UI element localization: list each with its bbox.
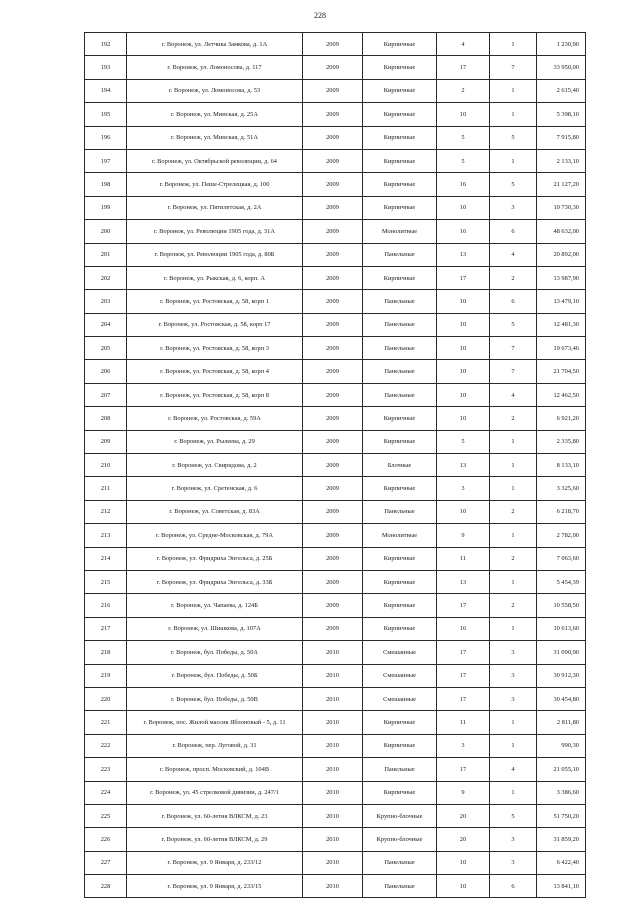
row-number: 198 (85, 173, 127, 196)
row-number: 223 (85, 758, 127, 781)
address-cell: г. Воронеж, ул. Революции 1905 года, д. 31А (127, 220, 303, 243)
table-row (85, 337, 586, 360)
entrances-cell: 5 (490, 313, 537, 336)
entrances-cell: 3 (490, 828, 537, 851)
table-row (85, 664, 586, 687)
year-cell: 2009 (303, 617, 363, 640)
material-cell: Смешанные (363, 641, 437, 664)
address-cell: г. Воронеж, пер. Луговой, д. 31 (127, 734, 303, 757)
table-row (85, 524, 586, 547)
area-cell: 6 921,20 (537, 407, 586, 430)
material-cell: Панельные (363, 758, 437, 781)
row-number: 212 (85, 500, 127, 523)
year-cell: 2009 (303, 220, 363, 243)
table-row (85, 407, 586, 430)
table-row (85, 781, 586, 804)
floors-cell: 3 (437, 734, 490, 757)
address-cell: г. Воронеж, бул. Победы, д. 50А (127, 641, 303, 664)
material-cell: Кирпичные (363, 149, 437, 172)
floors-cell: 17 (437, 687, 490, 710)
area-cell: 10 613,60 (537, 617, 586, 640)
address-cell: г. Воронеж, бул. Победы, д. 50В (127, 687, 303, 710)
area-cell: 8 133,10 (537, 454, 586, 477)
material-cell: Крупно-блочные (363, 804, 437, 827)
table-row (85, 804, 586, 827)
entrances-cell: 1 (490, 454, 537, 477)
address-cell: г. Воронеж, ул. Октябрьской революции, д. 64 (127, 149, 303, 172)
table-row (85, 617, 586, 640)
year-cell: 2010 (303, 781, 363, 804)
year-cell: 2009 (303, 290, 363, 313)
table-row (85, 687, 586, 710)
material-cell: Кирпичные (363, 430, 437, 453)
floors-cell: 10 (437, 500, 490, 523)
area-cell: 5 454,39 (537, 570, 586, 593)
table-row (85, 196, 586, 219)
floors-cell: 13 (437, 454, 490, 477)
table-row (85, 220, 586, 243)
area-cell: 13 987,90 (537, 266, 586, 289)
material-cell: Панельные (363, 500, 437, 523)
row-number: 200 (85, 220, 127, 243)
entrances-cell: 1 (490, 781, 537, 804)
floors-cell: 10 (437, 196, 490, 219)
floors-cell: 17 (437, 594, 490, 617)
housing-table (84, 32, 586, 898)
year-cell: 2009 (303, 196, 363, 219)
floors-cell: 13 (437, 570, 490, 593)
row-number: 193 (85, 56, 127, 79)
table-row (85, 56, 586, 79)
material-cell: Монолитные (363, 220, 437, 243)
address-cell: г. Воронеж, просп. Московский, д. 104В (127, 758, 303, 781)
material-cell: Кирпичные (363, 266, 437, 289)
floors-cell: 5 (437, 126, 490, 149)
row-number: 202 (85, 266, 127, 289)
row-number: 207 (85, 383, 127, 406)
address-cell: г. Воронеж, ул. Ломоносова, д. 117 (127, 56, 303, 79)
floors-cell: 9 (437, 781, 490, 804)
address-cell: г. Воронеж, ул. Революции 1905 года, д. 80Б (127, 243, 303, 266)
year-cell: 2010 (303, 851, 363, 874)
floors-cell: 17 (437, 758, 490, 781)
floors-cell: 3 (437, 477, 490, 500)
year-cell: 2009 (303, 266, 363, 289)
year-cell: 2009 (303, 173, 363, 196)
material-cell: Панельные (363, 243, 437, 266)
floors-cell: 17 (437, 56, 490, 79)
table-row (85, 758, 586, 781)
material-cell: Кирпичные (363, 196, 437, 219)
row-number: 225 (85, 804, 127, 827)
floors-cell: 10 (437, 360, 490, 383)
address-cell: г. Воронеж, ул. Фридриха Энгельса, д. 25Б (127, 547, 303, 570)
area-cell: 31 859,20 (537, 828, 586, 851)
year-cell: 2009 (303, 407, 363, 430)
row-number: 222 (85, 734, 127, 757)
table-row (85, 383, 586, 406)
table-row (85, 641, 586, 664)
area-cell: 6 218,70 (537, 500, 586, 523)
material-cell: Кирпичные (363, 570, 437, 593)
material-cell: Крупно-блочные (363, 828, 437, 851)
material-cell: Смешанные (363, 664, 437, 687)
year-cell: 2009 (303, 454, 363, 477)
row-number: 197 (85, 149, 127, 172)
page-number: 228 (314, 11, 326, 20)
floors-cell: 10 (437, 851, 490, 874)
material-cell: Смешанные (363, 687, 437, 710)
floors-cell: 11 (437, 711, 490, 734)
row-number: 209 (85, 430, 127, 453)
table-row (85, 173, 586, 196)
address-cell: г. Воронеж, ул. Советская, д. 83А (127, 500, 303, 523)
material-cell: Кирпичные (363, 781, 437, 804)
material-cell: Кирпичные (363, 547, 437, 570)
material-cell: Кирпичные (363, 126, 437, 149)
entrances-cell: 6 (490, 220, 537, 243)
entrances-cell: 3 (490, 641, 537, 664)
material-cell: Монолитные (363, 524, 437, 547)
row-number: 227 (85, 851, 127, 874)
floors-cell: 17 (437, 641, 490, 664)
address-cell: г. Воронеж, ул. Сретенская, д. 6 (127, 477, 303, 500)
table-row (85, 500, 586, 523)
entrances-cell: 1 (490, 79, 537, 102)
entrances-cell: 3 (490, 851, 537, 874)
address-cell: г. Воронеж, ул. Минская, д. 25А (127, 103, 303, 126)
address-cell: г. Воронеж, ул. Ломоносова, д. 53 (127, 79, 303, 102)
row-number: 219 (85, 664, 127, 687)
area-cell: 12 462,50 (537, 383, 586, 406)
row-number: 196 (85, 126, 127, 149)
year-cell: 2009 (303, 313, 363, 336)
year-cell: 2009 (303, 547, 363, 570)
material-cell: Кирпичные (363, 56, 437, 79)
address-cell: г. Воронеж, ул. Фридриха Энгельса, д. 33Б (127, 570, 303, 593)
table-row (85, 243, 586, 266)
area-cell: 48 632,00 (537, 220, 586, 243)
address-cell: г. Воронеж, ул. Ростовская, д. 58, корп 3 (127, 337, 303, 360)
address-cell: г. Воронеж, ул. 9 Января, д. 233/15 (127, 875, 303, 898)
year-cell: 2009 (303, 500, 363, 523)
entrances-cell: 5 (490, 173, 537, 196)
area-cell: 30 454,80 (537, 687, 586, 710)
area-cell: 7 063,60 (537, 547, 586, 570)
row-number: 218 (85, 641, 127, 664)
floors-cell: 10 (437, 383, 490, 406)
area-cell: 30 912,30 (537, 664, 586, 687)
floors-cell: 10 (437, 103, 490, 126)
entrances-cell: 2 (490, 594, 537, 617)
floors-cell: 16 (437, 173, 490, 196)
address-cell: г. Воронеж, ул. Чапаева, д. 124Б (127, 594, 303, 617)
address-cell: г. Воронеж, ул. Рылеева, д. 29 (127, 430, 303, 453)
address-cell: г. Воронеж, ул. Ростовская, д. 58, корп 17 (127, 313, 303, 336)
entrances-cell: 6 (490, 875, 537, 898)
material-cell: Кирпичные (363, 173, 437, 196)
row-number: 204 (85, 313, 127, 336)
address-cell: г. Воронеж, ул. 9 Января, д. 233/12 (127, 851, 303, 874)
row-number: 210 (85, 454, 127, 477)
area-cell: 33 950,00 (537, 56, 586, 79)
address-cell: г. Воронеж, пос. Жилой массив Яблоновый - 5, д. 11 (127, 711, 303, 734)
area-cell: 21 127,20 (537, 173, 586, 196)
area-cell: 2 782,00 (537, 524, 586, 547)
table-row (85, 477, 586, 500)
address-cell: г. Воронеж, ул. Средне-Московская, д. 79А (127, 524, 303, 547)
year-cell: 2009 (303, 56, 363, 79)
address-cell: г. Воронеж, ул. 60-летия ВЛКСМ, д. 29 (127, 828, 303, 851)
floors-cell: 16 (437, 617, 490, 640)
row-number: 214 (85, 547, 127, 570)
table-row (85, 734, 586, 757)
area-cell: 2 615,40 (537, 79, 586, 102)
material-cell: Кирпичные (363, 103, 437, 126)
floors-cell: 10 (437, 875, 490, 898)
material-cell: Панельные (363, 337, 437, 360)
area-cell: 12 481,30 (537, 313, 586, 336)
area-cell: 10 558,50 (537, 594, 586, 617)
entrances-cell: 7 (490, 360, 537, 383)
area-cell: 3 325,60 (537, 477, 586, 500)
table-row (85, 570, 586, 593)
entrances-cell: 3 (490, 687, 537, 710)
row-number: 211 (85, 477, 127, 500)
area-cell: 7 915,80 (537, 126, 586, 149)
entrances-cell: 2 (490, 266, 537, 289)
material-cell: Кирпичные (363, 734, 437, 757)
table-row (85, 79, 586, 102)
floors-cell: 16 (437, 220, 490, 243)
material-cell: Кирпичные (363, 407, 437, 430)
table-row (85, 290, 586, 313)
entrances-cell: 3 (490, 664, 537, 687)
entrances-cell: 5 (490, 804, 537, 827)
year-cell: 2010 (303, 758, 363, 781)
table-row (85, 454, 586, 477)
table-row (85, 594, 586, 617)
entrances-cell: 1 (490, 570, 537, 593)
entrances-cell: 1 (490, 103, 537, 126)
entrances-cell: 3 (490, 196, 537, 219)
year-cell: 2009 (303, 79, 363, 102)
year-cell: 2009 (303, 430, 363, 453)
address-cell: г. Воронеж, ул. Ростовская, д. 58, корп 8 (127, 383, 303, 406)
material-cell: Панельные (363, 875, 437, 898)
material-cell: Панельные (363, 851, 437, 874)
table-row (85, 875, 586, 898)
area-cell: 2 811,80 (537, 711, 586, 734)
floors-cell: 20 (437, 804, 490, 827)
address-cell: г. Воронеж, ул. Рыкская, д. 6, корп. А (127, 266, 303, 289)
row-number: 199 (85, 196, 127, 219)
entrances-cell: 7 (490, 337, 537, 360)
table-row (85, 266, 586, 289)
area-cell: 10 730,30 (537, 196, 586, 219)
entrances-cell: 5 (490, 126, 537, 149)
floors-cell: 10 (437, 407, 490, 430)
material-cell: Кирпичные (363, 33, 437, 56)
floors-cell: 20 (437, 828, 490, 851)
entrances-cell: 1 (490, 524, 537, 547)
area-cell: 21 055,10 (537, 758, 586, 781)
row-number: 203 (85, 290, 127, 313)
table-row (85, 313, 586, 336)
table-row (85, 711, 586, 734)
year-cell: 2010 (303, 828, 363, 851)
entrances-cell: 1 (490, 617, 537, 640)
material-cell: Панельные (363, 313, 437, 336)
entrances-cell: 4 (490, 243, 537, 266)
material-cell: Панельные (363, 383, 437, 406)
row-number: 201 (85, 243, 127, 266)
material-cell: Кирпичные (363, 477, 437, 500)
area-cell: 20 892,00 (537, 243, 586, 266)
address-cell: г. Воронеж, ул. Пеше-Стрелецкая, д. 100 (127, 173, 303, 196)
row-number: 208 (85, 407, 127, 430)
year-cell: 2009 (303, 383, 363, 406)
entrances-cell: 1 (490, 734, 537, 757)
year-cell: 2010 (303, 875, 363, 898)
entrances-cell: 1 (490, 33, 537, 56)
year-cell: 2009 (303, 103, 363, 126)
entrances-cell: 1 (490, 711, 537, 734)
floors-cell: 13 (437, 243, 490, 266)
row-number: 228 (85, 875, 127, 898)
year-cell: 2009 (303, 524, 363, 547)
entrances-cell: 1 (490, 430, 537, 453)
year-cell: 2009 (303, 337, 363, 360)
year-cell: 2010 (303, 687, 363, 710)
entrances-cell: 4 (490, 383, 537, 406)
row-number: 221 (85, 711, 127, 734)
table-row (85, 547, 586, 570)
row-number: 213 (85, 524, 127, 547)
area-cell: 5 398,10 (537, 103, 586, 126)
material-cell: Кирпичные (363, 617, 437, 640)
material-cell: Кирпичные (363, 594, 437, 617)
area-cell: 13 479,10 (537, 290, 586, 313)
table-row (85, 430, 586, 453)
address-cell: г. Воронеж, ул. Минская, д. 51А (127, 126, 303, 149)
floors-cell: 2 (437, 79, 490, 102)
floors-cell: 10 (437, 337, 490, 360)
row-number: 226 (85, 828, 127, 851)
table-row (85, 33, 586, 56)
row-number: 194 (85, 79, 127, 102)
row-number: 220 (85, 687, 127, 710)
year-cell: 2009 (303, 360, 363, 383)
row-number: 195 (85, 103, 127, 126)
year-cell: 2009 (303, 594, 363, 617)
address-cell: г. Воронеж, ул. 60-летия ВЛКСМ, д. 23 (127, 804, 303, 827)
floors-cell: 10 (437, 313, 490, 336)
row-number: 217 (85, 617, 127, 640)
row-number: 215 (85, 570, 127, 593)
entrances-cell: 1 (490, 149, 537, 172)
year-cell: 2010 (303, 664, 363, 687)
area-cell: 3 386,60 (537, 781, 586, 804)
address-cell: г. Воронеж, ул. Шишкова, д. 107А (127, 617, 303, 640)
material-cell: Блочные (363, 454, 437, 477)
address-cell: г. Воронеж, ул. 45 стрелковой дивизии, д. 247/1 (127, 781, 303, 804)
area-cell: 31 090,90 (537, 641, 586, 664)
address-cell: г. Воронеж, ул. Ростовская, д. 58, корп 1 (127, 290, 303, 313)
row-number: 206 (85, 360, 127, 383)
table-row (85, 828, 586, 851)
table-row (85, 360, 586, 383)
floors-cell: 17 (437, 664, 490, 687)
area-cell: 990,30 (537, 734, 586, 757)
table-row (85, 103, 586, 126)
year-cell: 2009 (303, 477, 363, 500)
address-cell: г. Воронеж, ул. Летчика Замкова, д. 1А (127, 33, 303, 56)
floors-cell: 9 (437, 524, 490, 547)
area-cell: 21 704,50 (537, 360, 586, 383)
row-number: 216 (85, 594, 127, 617)
row-number: 192 (85, 33, 127, 56)
year-cell: 2010 (303, 804, 363, 827)
material-cell: Кирпичные (363, 711, 437, 734)
entrances-cell: 6 (490, 290, 537, 313)
year-cell: 2009 (303, 126, 363, 149)
address-cell: г. Воронеж, ул. Свиридова, д. 2 (127, 454, 303, 477)
entrances-cell: 7 (490, 56, 537, 79)
area-cell: 19 673,46 (537, 337, 586, 360)
material-cell: Панельные (363, 360, 437, 383)
year-cell: 2010 (303, 711, 363, 734)
year-cell: 2010 (303, 734, 363, 757)
floors-cell: 11 (437, 547, 490, 570)
table-row (85, 149, 586, 172)
material-cell: Панельные (363, 290, 437, 313)
area-cell: 2 133,10 (537, 149, 586, 172)
area-cell: 2 335,80 (537, 430, 586, 453)
entrances-cell: 2 (490, 500, 537, 523)
floors-cell: 5 (437, 149, 490, 172)
row-number: 205 (85, 337, 127, 360)
address-cell: г. Воронеж, бул. Победы, д. 50Б (127, 664, 303, 687)
entrances-cell: 2 (490, 407, 537, 430)
year-cell: 2010 (303, 641, 363, 664)
floors-cell: 5 (437, 430, 490, 453)
area-cell: 1 230,90 (537, 33, 586, 56)
floors-cell: 10 (437, 290, 490, 313)
year-cell: 2009 (303, 243, 363, 266)
table-row (85, 126, 586, 149)
area-cell: 6 422,40 (537, 851, 586, 874)
address-cell: г. Воронеж, ул. Ростовская, д. 59А (127, 407, 303, 430)
floors-cell: 4 (437, 33, 490, 56)
entrances-cell: 4 (490, 758, 537, 781)
entrances-cell: 1 (490, 477, 537, 500)
row-number: 224 (85, 781, 127, 804)
year-cell: 2009 (303, 149, 363, 172)
year-cell: 2009 (303, 570, 363, 593)
entrances-cell: 2 (490, 547, 537, 570)
area-cell: 13 841,10 (537, 875, 586, 898)
table-row (85, 851, 586, 874)
material-cell: Кирпичные (363, 79, 437, 102)
address-cell: г. Воронеж, ул. Ростовская, д. 58, корп 4 (127, 360, 303, 383)
area-cell: 51 750,20 (537, 804, 586, 827)
floors-cell: 17 (437, 266, 490, 289)
year-cell: 2009 (303, 33, 363, 56)
address-cell: г. Воронеж, ул. Пятилетская, д. 2А (127, 196, 303, 219)
